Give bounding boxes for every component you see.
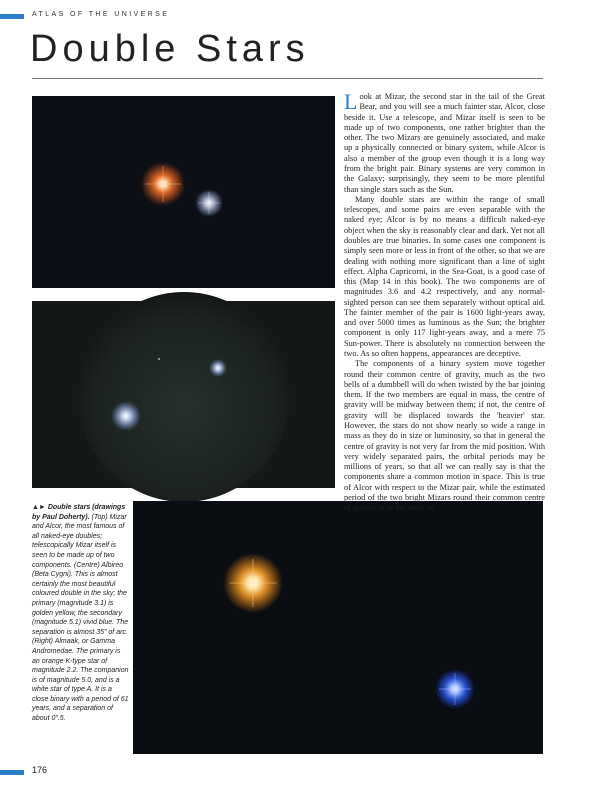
figure-caption [32,503,130,724]
photo-albireo [32,301,335,488]
header-accent-bar [0,14,24,19]
footer-accent-bar [0,770,24,775]
article-paragraph [344,89,545,195]
page-number: 176 [32,765,48,775]
paragraph-text: ook at Mizar, the second star in the tail of the Great Bear, and you will see a much fainter star, Alcor, close beside it. Use a telescope, and Mizar itself is seen to be made up of two components, one rather brighter than the other. The two Mizars are genuinely associated, and make up a physically connected or binary system, while Alcor is also a member of the group even though it is a long way from the bright pair. Binary systems are very common in the Galaxy; surprisingly, they seem to be more plentiful than single stars such as the Sun. [344,92,545,194]
drop-cap: L [344,89,358,114]
photo-mizar-alcor [32,96,335,288]
title-rule [32,78,543,79]
article-paragraph: Many double stars are within the range of small telescopes, and some pairs are even separable with the naked eye; Alcor is by no means a difficult naked-eye object when the sky is reasonably clear and dark. Yet not all doubles are true binaries. In some cases one component is simply seen more or less in front of the other, so that we are dealing with nothing more significant than a line of sight effect. Alpha Capricorni, in the Sea-Goat, is a good case of this (Map 14 in this book). The two components are of magnitudes 3.6 and 4.2 respectively, and any normal-sighted person can see them separately without optical aid. The fainter member of the pair is 1600 light-years away, and over 5000 times as luminous as the Sun; the brighter component is only 117 light-years away, and a mere 75 Sun-power. There is absolutely no connection between the two. As so often happens, appearances are deceptive. [344,194,545,359]
caption-arrows: ▲► [32,504,46,511]
page-title: Double Stars [30,28,310,70]
caption-heading: Double stars (drawings by Paul Doherty). [32,504,126,521]
article-paragraph: The components of a binary system move together round their common centre of gravity, much as the two bells of a dumbbell will do when twisted by the bar joining them. If the two members are equal in mass, the centre of gravity will be midway between them; if not, the centre of gravity will be displaced towards the 'heavier' star. However, the stars do not show nearly so wide a range in mass as they do in size or luminosity, so that in general the centre of gravity is not very far from the mid position. With very widely separated pairs, the orbital periods may be millions of years, so that all we can really say is that the components share a common motion in space. This is true of Alcor with respect to the Mizar pair, while the estimated period of the two bright Mizars round their common centre of gravity is of the order of [344,359,545,513]
section-label: ATLAS OF THE UNIVERSE [32,11,170,18]
photo-almaak [133,501,543,754]
caption-text: (Top) Mizar and Alcor, the most famous of all naked-eye doubles; telescopically Mizar itself is seen to be made up of two components. (Centre) Albireo (Beta Cygni). This is almost certainly the most beautiful coloured double in the sky; the primary (magnitude 3.1) is golden yellow, the secondary (magnitude 5.1) vivid blue. The separation is almost 35" of arc. (Right) Almaak, or Gamma Andromedae. The primary is an orange K-type star of magnitude 2.2. The companion is of magnitude 5.0, and is a white star of type A. It is a close binary with a period of 61 years, and a separation of about 0".5. [32,513,129,723]
article-body [344,89,545,513]
